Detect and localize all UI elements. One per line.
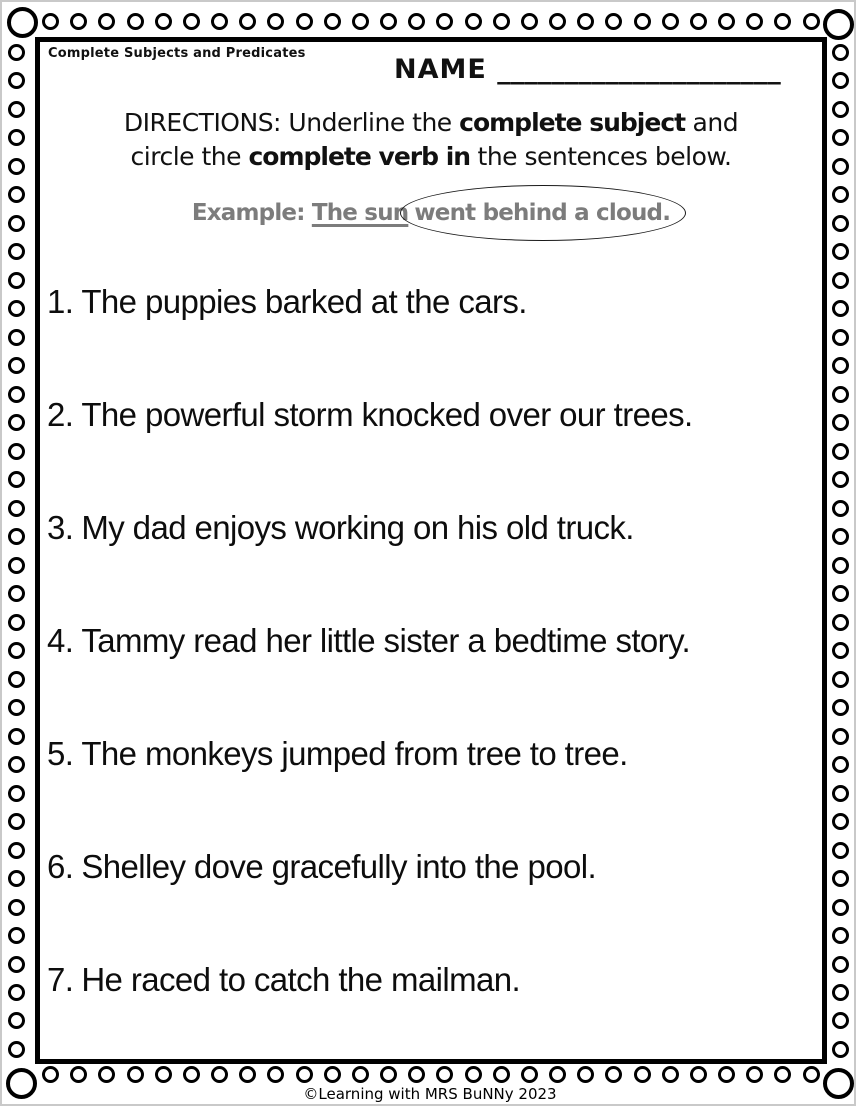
- border-circle-icon: [832, 585, 849, 602]
- example-row: [42, 200, 820, 226]
- border-circle-icon: [8, 414, 25, 431]
- border-circle-icon: [352, 13, 369, 30]
- border-circle-icon: [70, 13, 87, 30]
- sentence-text: My dad enjoys working on his old truck.: [81, 509, 634, 546]
- border-circle-icon: [98, 13, 115, 30]
- border-circle-icon: [832, 101, 849, 118]
- border-circle-icon: [324, 13, 341, 30]
- border-circle-icon: [832, 671, 849, 688]
- directions-text-segment: the sentences below.: [470, 142, 732, 171]
- border-circle-icon: [832, 243, 849, 260]
- border-circle-icon: [832, 813, 849, 830]
- border-circle-icon: [42, 13, 59, 30]
- border-circle-icon: [8, 101, 25, 118]
- border-circle-icon: [832, 842, 849, 859]
- border-circle-icon: [832, 215, 849, 232]
- border-circle-icon: [8, 842, 25, 859]
- sentence-text: The powerful storm knocked over our trees.: [81, 396, 693, 433]
- border-circle-icon: [8, 728, 25, 745]
- border-circle-icon: [605, 13, 622, 30]
- border-circle-icon: [832, 614, 849, 631]
- border-circle-icon: [832, 557, 849, 574]
- border-circle-icon: [8, 215, 25, 232]
- border-circle-icon: [8, 44, 25, 61]
- border-circle-icon: [267, 13, 284, 30]
- corner-circle-icon: [7, 7, 38, 38]
- sentence-text: The monkeys jumped from tree to tree.: [81, 735, 628, 772]
- sentence-item: [47, 283, 817, 320]
- name-row: [394, 54, 781, 85]
- border-circle-icon: [832, 899, 849, 916]
- border-circle-icon: [239, 13, 256, 30]
- border-circle-icon: [832, 471, 849, 488]
- sentence-text: He raced to catch the mailman.: [81, 961, 521, 998]
- border-circle-icon: [8, 557, 25, 574]
- worksheet-title: Complete Subjects and Predicates: [48, 46, 306, 61]
- sentence-number: 3.: [47, 509, 74, 546]
- directions-text-segment: DIRECTIONS: Underline the: [123, 108, 460, 137]
- directions-text: [42, 106, 820, 174]
- sentence-number: 5.: [47, 735, 74, 772]
- border-circle-icon: [8, 1012, 25, 1029]
- border-circle-icon: [774, 13, 791, 30]
- sentence-text: The puppies barked at the cars.: [81, 283, 527, 320]
- corner-circle-icon: [823, 9, 854, 40]
- border-circle-icon: [8, 642, 25, 659]
- border-circle-icon: [832, 443, 849, 460]
- directions-text-segment: and: [685, 108, 739, 137]
- sentence-number: 4.: [47, 622, 74, 659]
- border-circle-icon: [8, 158, 25, 175]
- border-circle-icon: [8, 756, 25, 773]
- border-circle-icon: [832, 158, 849, 175]
- border-circles-left: [8, 44, 25, 1058]
- border-circle-icon: [155, 13, 172, 30]
- border-circle-icon: [296, 13, 313, 30]
- border-circle-icon: [832, 329, 849, 346]
- border-circle-icon: [493, 13, 510, 30]
- border-circle-icon: [662, 13, 679, 30]
- border-circle-icon: [832, 756, 849, 773]
- border-circle-icon: [8, 243, 25, 260]
- directions-line-2: [42, 140, 820, 174]
- border-circle-icon: [718, 13, 735, 30]
- border-circle-icon: [549, 13, 566, 30]
- border-circle-icon: [832, 528, 849, 545]
- sentence-item: [47, 848, 817, 885]
- name-label: NAME: [394, 54, 487, 85]
- sentence-number: 6.: [47, 848, 74, 885]
- border-circle-icon: [8, 471, 25, 488]
- border-circle-icon: [832, 272, 849, 289]
- border-circle-icon: [8, 984, 25, 1001]
- border-circle-icon: [8, 443, 25, 460]
- border-circle-icon: [832, 1041, 849, 1058]
- sentence-text: Shelley dove gracefully into the pool.: [81, 848, 597, 885]
- border-circle-icon: [183, 13, 200, 30]
- directions-line-1: [42, 106, 820, 140]
- border-circle-icon: [8, 186, 25, 203]
- border-circle-icon: [8, 1041, 25, 1058]
- example-underlined-subject: The sun: [311, 200, 409, 226]
- directions-text-segment: circle the: [130, 142, 249, 171]
- name-blank-line: _____________________: [497, 54, 781, 85]
- sentence-text: Tammy read her little sister a bedtime story.: [81, 622, 691, 659]
- sentence-number: 1.: [47, 283, 74, 320]
- border-circles-top: [42, 13, 820, 30]
- border-circle-icon: [8, 300, 25, 317]
- border-circle-icon: [211, 13, 228, 30]
- sentence-list: [47, 283, 817, 1074]
- border-circle-icon: [746, 13, 763, 30]
- border-circle-icon: [8, 386, 25, 403]
- example-predicate-text: went behind a cloud.: [414, 200, 671, 226]
- sentence-number: 7.: [47, 961, 74, 998]
- border-circle-icon: [832, 870, 849, 887]
- border-circle-icon: [408, 13, 425, 30]
- border-circle-icon: [832, 699, 849, 716]
- border-circle-icon: [8, 927, 25, 944]
- border-circle-icon: [832, 984, 849, 1001]
- border-circle-icon: [832, 186, 849, 203]
- border-circle-icon: [634, 13, 651, 30]
- border-circle-icon: [8, 500, 25, 517]
- border-circles-right: [832, 44, 849, 1058]
- border-circle-icon: [832, 357, 849, 374]
- sentence-item: [47, 735, 817, 772]
- border-circle-icon: [8, 870, 25, 887]
- border-circle-icon: [8, 956, 25, 973]
- border-circle-icon: [8, 272, 25, 289]
- border-circle-icon: [577, 13, 594, 30]
- border-circle-icon: [8, 528, 25, 545]
- border-circle-icon: [832, 72, 849, 89]
- sentence-item: [47, 509, 817, 546]
- border-circle-icon: [521, 13, 538, 30]
- example-label: Example:: [191, 200, 312, 226]
- border-circle-icon: [8, 785, 25, 802]
- sentence-item: [47, 622, 817, 659]
- border-circle-icon: [8, 899, 25, 916]
- directions-bold-segment: complete verb in: [248, 142, 471, 171]
- sentence-item: [47, 961, 817, 998]
- border-circle-icon: [8, 329, 25, 346]
- border-circle-icon: [803, 13, 820, 30]
- border-circle-icon: [8, 585, 25, 602]
- border-circle-icon: [832, 956, 849, 973]
- border-circle-icon: [832, 642, 849, 659]
- border-circle-icon: [832, 414, 849, 431]
- border-circle-icon: [8, 671, 25, 688]
- border-circle-icon: [832, 1012, 849, 1029]
- border-circle-icon: [832, 386, 849, 403]
- border-circle-icon: [8, 813, 25, 830]
- border-circle-icon: [832, 300, 849, 317]
- border-circle-icon: [832, 44, 849, 61]
- border-circle-icon: [8, 614, 25, 631]
- border-circle-icon: [380, 13, 397, 30]
- border-circle-icon: [832, 927, 849, 944]
- border-circle-icon: [832, 500, 849, 517]
- border-circle-icon: [465, 13, 482, 30]
- border-circle-icon: [8, 129, 25, 146]
- footer-credit: ©Learning with MRS BuNNy 2023: [303, 1085, 557, 1103]
- border-circle-icon: [436, 13, 453, 30]
- border-circle-icon: [690, 13, 707, 30]
- border-circle-icon: [8, 699, 25, 716]
- border-circle-icon: [8, 357, 25, 374]
- directions-bold-segment: complete subject: [459, 108, 686, 137]
- sentence-number: 2.: [47, 396, 74, 433]
- border-circle-icon: [832, 728, 849, 745]
- border-circle-icon: [832, 785, 849, 802]
- sentence-item: [47, 396, 817, 433]
- border-circle-icon: [8, 72, 25, 89]
- border-circle-icon: [127, 13, 144, 30]
- border-circle-icon: [832, 129, 849, 146]
- example-circled-predicate: [408, 200, 670, 226]
